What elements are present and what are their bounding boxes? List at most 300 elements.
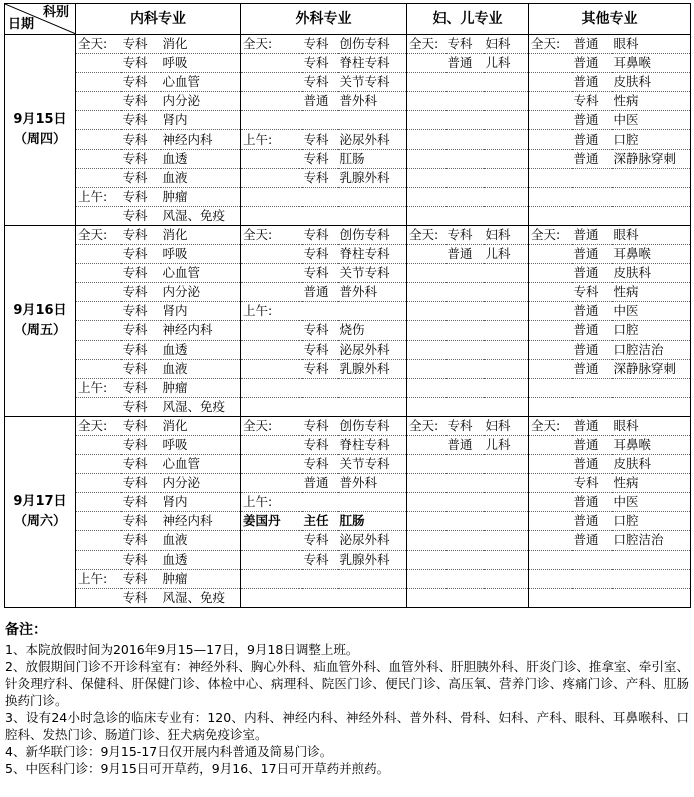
schedule-cell: 创伤专科	[338, 225, 407, 244]
schedule-cell	[241, 187, 299, 206]
schedule-cell: 专科	[302, 359, 338, 378]
schedule-cell: 专科	[302, 264, 338, 283]
schedule-cell	[612, 206, 691, 225]
schedule-cell: 心血管	[161, 264, 241, 283]
table-row	[5, 397, 691, 416]
schedule-cell	[446, 130, 484, 149]
schedule-cell	[529, 245, 572, 264]
table-row	[5, 149, 691, 168]
date-label: 9月15日	[13, 111, 67, 127]
schedule-cell: 血透	[161, 340, 241, 359]
schedule-cell	[76, 73, 121, 92]
schedule-cell	[484, 550, 529, 569]
note-item: 1、本院放假时间为2016年9月15—17日，9月18日调整上班。	[5, 641, 359, 657]
schedule-cell: 眼科	[612, 225, 691, 244]
schedule-cell: 上午:	[241, 493, 299, 512]
schedule-cell	[241, 435, 299, 454]
schedule-cell: 全天:	[76, 35, 121, 54]
schedule-cell	[446, 111, 484, 130]
schedule-cell	[407, 149, 446, 168]
schedule-cell	[572, 569, 612, 588]
schedule-cell: 上午:	[76, 378, 121, 397]
schedule-cell	[484, 168, 529, 187]
schedule-cell	[76, 588, 121, 607]
note-item: 5、中医科门诊：9月15日可开草药，9月16、17日可开草药并煎药。	[5, 760, 390, 776]
schedule-cell	[529, 340, 572, 359]
schedule-cell	[241, 397, 299, 416]
schedule-cell	[241, 54, 299, 73]
schedule-cell: 皮肤科	[612, 455, 691, 474]
schedule-cell: 普通	[446, 54, 484, 73]
table-row	[5, 245, 691, 264]
schedule-cell	[338, 588, 407, 607]
table-row	[5, 264, 691, 283]
schedule-cell: 皮肤科	[612, 73, 691, 92]
schedule-cell: 专科	[302, 149, 338, 168]
schedule-cell	[446, 92, 484, 111]
schedule-cell	[446, 73, 484, 92]
schedule-cell: 普通	[302, 283, 338, 302]
schedule-cell	[529, 283, 572, 302]
schedule-cell: 专科	[121, 359, 161, 378]
schedule-cell: 口腔洁治	[612, 340, 691, 359]
corner-top-label: 科别	[42, 5, 69, 20]
schedule-cell: 普通	[572, 73, 612, 92]
schedule-cell: 专科	[121, 35, 161, 54]
schedule-cell: 专科	[121, 73, 161, 92]
schedule-cell: 专科	[121, 531, 161, 550]
schedule-cell: 主任	[302, 512, 338, 531]
schedule-cell: 普外科	[338, 474, 407, 493]
schedule-cell	[241, 264, 299, 283]
schedule-cell	[302, 493, 338, 512]
schedule-cell: 肿瘤	[161, 187, 241, 206]
schedule-cell: 风湿、免疫	[161, 588, 241, 607]
schedule-cell: 普通	[302, 474, 338, 493]
schedule-cell: 普通	[572, 35, 612, 54]
schedule-cell: 上午:	[241, 302, 299, 321]
schedule-cell	[338, 569, 407, 588]
schedule-cell	[76, 550, 121, 569]
schedule-cell: 肿瘤	[161, 378, 241, 397]
schedule-cell: 儿科	[484, 245, 529, 264]
schedule-cell: 专科	[302, 130, 338, 149]
schedule-cell	[484, 455, 529, 474]
schedule-cell: 性病	[612, 92, 691, 111]
schedule-cell: 全天:	[529, 416, 572, 435]
schedule-cell: 妇科	[484, 416, 529, 435]
schedule-cell	[484, 111, 529, 130]
schedule-cell: 专科	[302, 435, 338, 454]
schedule-cell: 肛肠	[338, 149, 407, 168]
schedule-cell: 全天:	[241, 35, 299, 54]
schedule-cell: 全天:	[407, 416, 446, 435]
table-row	[5, 321, 691, 340]
schedule-cell	[302, 302, 338, 321]
schedule-cell: 耳鼻喉	[612, 435, 691, 454]
schedule-cell	[407, 73, 446, 92]
schedule-cell	[446, 359, 484, 378]
schedule-cell	[484, 359, 529, 378]
schedule-cell: 专科	[302, 340, 338, 359]
schedule-cell: 普外科	[338, 283, 407, 302]
schedule-cell	[572, 187, 612, 206]
schedule-cell	[484, 302, 529, 321]
weekday-label: （周五）	[13, 322, 66, 338]
schedule-cell	[484, 493, 529, 512]
schedule-cell	[241, 149, 299, 168]
schedule-cell: 脊柱专科	[338, 245, 407, 264]
schedule-cell: 消化	[161, 225, 241, 244]
schedule-cell: 普通	[572, 512, 612, 531]
schedule-cell	[241, 168, 299, 187]
schedule-cell	[484, 283, 529, 302]
schedule-cell: 内分泌	[161, 283, 241, 302]
column-header: 内科专业	[76, 4, 241, 35]
schedule-cell: 普通	[302, 92, 338, 111]
schedule-cell	[529, 474, 572, 493]
schedule-cell	[446, 588, 484, 607]
schedule-cell	[241, 455, 299, 474]
schedule-cell	[407, 435, 446, 454]
schedule-cell	[612, 397, 691, 416]
schedule-cell: 专科	[121, 225, 161, 244]
schedule-cell: 内分泌	[161, 474, 241, 493]
schedule-cell: 深静脉穿刺	[612, 149, 691, 168]
table-row	[5, 111, 691, 130]
note-item: 4、新华联门诊：9月15-17日仅开展内科普通及简易门诊。	[5, 743, 333, 759]
table-row	[5, 531, 691, 550]
schedule-cell	[76, 149, 121, 168]
schedule-cell	[446, 302, 484, 321]
schedule-cell	[484, 149, 529, 168]
table-row	[5, 435, 691, 454]
schedule-cell: 眼科	[612, 35, 691, 54]
schedule-cell: 神经内科	[161, 130, 241, 149]
schedule-cell: 专科	[572, 92, 612, 111]
schedule-cell: 专科	[121, 187, 161, 206]
schedule-cell: 血透	[161, 149, 241, 168]
schedule-cell	[572, 397, 612, 416]
schedule-cell: 肛肠	[338, 512, 407, 531]
table-row	[5, 168, 691, 187]
schedule-cell: 专科	[302, 321, 338, 340]
schedule-cell	[484, 569, 529, 588]
schedule-cell	[529, 111, 572, 130]
schedule-cell: 脊柱专科	[338, 54, 407, 73]
schedule-cell	[446, 569, 484, 588]
schedule-cell	[484, 206, 529, 225]
schedule-cell	[76, 130, 121, 149]
table-row	[5, 35, 691, 54]
schedule-cell	[446, 550, 484, 569]
schedule-cell: 专科	[121, 245, 161, 264]
table-row	[5, 512, 691, 531]
schedule-cell	[446, 493, 484, 512]
schedule-cell: 专科	[121, 569, 161, 588]
schedule-cell	[446, 206, 484, 225]
schedule-cell	[529, 359, 572, 378]
schedule-cell	[484, 130, 529, 149]
table-row	[5, 550, 691, 569]
schedule-cell: 专科	[121, 455, 161, 474]
schedule-cell: 专科	[302, 35, 338, 54]
schedule-cell: 中医	[612, 111, 691, 130]
table-row	[5, 92, 691, 111]
schedule-cell: 神经内科	[161, 321, 241, 340]
schedule-cell: 专科	[121, 588, 161, 607]
schedule-cell: 眼科	[612, 416, 691, 435]
schedule-cell	[484, 397, 529, 416]
schedule-cell	[529, 512, 572, 531]
schedule-cell	[529, 378, 572, 397]
schedule-cell	[612, 550, 691, 569]
schedule-cell: 专科	[302, 73, 338, 92]
corner-bottom-label: 日期	[8, 17, 35, 32]
schedule-cell: 专科	[121, 283, 161, 302]
schedule-cell	[407, 474, 446, 493]
schedule-body	[5, 35, 691, 608]
table-row	[5, 569, 691, 588]
weekday-label: （周四）	[13, 131, 66, 147]
schedule-cell: 口腔	[612, 321, 691, 340]
schedule-cell: 全天:	[76, 416, 121, 435]
schedule-cell	[302, 397, 338, 416]
schedule-cell	[407, 512, 446, 531]
schedule-cell	[302, 206, 338, 225]
schedule-cell	[572, 550, 612, 569]
schedule-cell	[484, 264, 529, 283]
schedule-cell	[76, 264, 121, 283]
schedule-cell	[484, 187, 529, 206]
schedule-cell: 普通	[446, 245, 484, 264]
notes-section	[4, 622, 689, 777]
table-row	[5, 283, 691, 302]
schedule-cell	[529, 149, 572, 168]
schedule-cell: 肿瘤	[161, 569, 241, 588]
schedule-cell: 普通	[572, 416, 612, 435]
schedule-cell: 深静脉穿刺	[612, 359, 691, 378]
schedule-cell: 专科	[121, 54, 161, 73]
schedule-cell: 上午:	[76, 187, 121, 206]
schedule-cell: 全天:	[407, 35, 446, 54]
schedule-cell: 普通	[572, 321, 612, 340]
schedule-cell	[407, 264, 446, 283]
schedule-cell: 专科	[121, 111, 161, 130]
schedule-cell: 专科	[121, 397, 161, 416]
schedule-cell: 普通	[572, 225, 612, 244]
schedule-cell: 专科	[121, 474, 161, 493]
schedule-cell	[76, 531, 121, 550]
schedule-cell: 心血管	[161, 73, 241, 92]
table-row	[5, 455, 691, 474]
schedule-cell: 普通	[572, 359, 612, 378]
schedule-cell	[241, 569, 299, 588]
schedule-cell: 专科	[121, 340, 161, 359]
schedule-cell: 泌尿外科	[338, 340, 407, 359]
schedule-cell: 乳腺外科	[338, 550, 407, 569]
schedule-cell	[529, 321, 572, 340]
schedule-cell	[529, 92, 572, 111]
schedule-cell: 风湿、免疫	[161, 397, 241, 416]
schedule-cell: 呼吸	[161, 245, 241, 264]
schedule-cell	[612, 187, 691, 206]
schedule-cell	[241, 283, 299, 302]
schedule-cell: 神经内科	[161, 512, 241, 531]
schedule-cell	[484, 378, 529, 397]
schedule-cell: 肾内	[161, 493, 241, 512]
schedule-cell	[529, 588, 572, 607]
schedule-cell	[446, 264, 484, 283]
schedule-cell: 关节专科	[338, 73, 407, 92]
column-header: 其他专业	[529, 4, 691, 35]
schedule-cell: 烧伤	[338, 321, 407, 340]
table-row	[5, 493, 691, 512]
schedule-cell	[76, 512, 121, 531]
schedule-cell	[529, 206, 572, 225]
table-row	[5, 73, 691, 92]
schedule-cell	[76, 283, 121, 302]
schedule-cell	[76, 206, 121, 225]
schedule-cell: 血透	[161, 550, 241, 569]
schedule-cell	[407, 206, 446, 225]
schedule-cell	[76, 168, 121, 187]
schedule-cell	[529, 531, 572, 550]
schedule-cell: 专科	[302, 550, 338, 569]
schedule-cell	[446, 531, 484, 550]
table-row	[5, 225, 691, 244]
schedule-cell	[612, 168, 691, 187]
schedule-cell	[407, 397, 446, 416]
schedule-cell: 泌尿外科	[338, 130, 407, 149]
schedule-cell: 专科	[121, 512, 161, 531]
schedule-cell	[241, 92, 299, 111]
weekday-label: （周六）	[13, 513, 66, 529]
schedule-cell: 专科	[121, 168, 161, 187]
schedule-cell	[76, 455, 121, 474]
schedule-cell: 专科	[121, 130, 161, 149]
schedule-cell	[407, 359, 446, 378]
schedule-cell: 姜国丹	[241, 512, 299, 531]
schedule-cell: 风湿、免疫	[161, 206, 241, 225]
schedule-cell	[338, 206, 407, 225]
schedule-cell	[446, 340, 484, 359]
schedule-cell: 普外科	[338, 92, 407, 111]
note-item: 2、放假期间门诊不开诊科室有：神经外科、胸心外科、疝血管外科、血管外科、肝胆胰外科、肝炎门诊、推拿室、牵引室、针灸理疗科、保健科、肝保健门诊、体检中心、病理科、院医门诊、便民门诊、高压氧、营养门诊、疼痛门诊、产科、肛肠换药门诊。	[5, 658, 689, 708]
schedule-cell	[529, 397, 572, 416]
schedule-cell	[302, 588, 338, 607]
schedule-cell: 内分泌	[161, 92, 241, 111]
schedule-cell	[302, 569, 338, 588]
schedule-cell: 乳腺外科	[338, 359, 407, 378]
schedule-cell: 专科	[121, 149, 161, 168]
schedule-cell	[612, 588, 691, 607]
schedule-cell	[407, 569, 446, 588]
schedule-cell	[407, 531, 446, 550]
schedule-cell: 皮肤科	[612, 264, 691, 283]
schedule-cell	[484, 340, 529, 359]
schedule-cell: 口腔洁治	[612, 531, 691, 550]
schedule-cell: 普通	[572, 264, 612, 283]
schedule-cell	[241, 321, 299, 340]
schedule-cell	[446, 283, 484, 302]
date-label: 9月16日	[13, 302, 67, 318]
schedule-cell: 妇科	[484, 35, 529, 54]
schedule-page	[4, 3, 690, 777]
schedule-cell	[76, 359, 121, 378]
schedule-cell: 普通	[572, 455, 612, 474]
schedule-cell: 普通	[572, 149, 612, 168]
schedule-cell: 儿科	[484, 435, 529, 454]
notes-title: 备注：	[5, 621, 47, 638]
schedule-cell	[446, 455, 484, 474]
schedule-cell	[612, 569, 691, 588]
schedule-cell: 上午:	[241, 130, 299, 149]
schedule-cell	[484, 512, 529, 531]
schedule-cell: 普通	[446, 435, 484, 454]
schedule-cell: 创伤专科	[338, 35, 407, 54]
schedule-cell	[241, 206, 299, 225]
schedule-cell	[446, 321, 484, 340]
schedule-cell: 消化	[161, 416, 241, 435]
schedule-cell: 普通	[572, 111, 612, 130]
schedule-cell: 专科	[572, 474, 612, 493]
table-row	[5, 588, 691, 607]
schedule-cell	[338, 378, 407, 397]
table-row	[5, 206, 691, 225]
schedule-cell	[446, 187, 484, 206]
schedule-cell: 专科	[121, 302, 161, 321]
schedule-cell	[302, 378, 338, 397]
schedule-cell: 心血管	[161, 455, 241, 474]
schedule-cell: 专科	[302, 455, 338, 474]
schedule-cell: 上午:	[76, 569, 121, 588]
table-row	[5, 302, 691, 321]
schedule-cell	[407, 283, 446, 302]
schedule-cell: 专科	[121, 264, 161, 283]
schedule-cell: 专科	[446, 35, 484, 54]
date-cell	[5, 225, 76, 416]
schedule-cell	[529, 187, 572, 206]
schedule-cell	[529, 264, 572, 283]
schedule-cell: 全天:	[529, 35, 572, 54]
schedule-cell: 中医	[612, 493, 691, 512]
schedule-cell	[484, 92, 529, 111]
column-header: 外科专业	[241, 4, 407, 35]
schedule-cell: 全天:	[407, 225, 446, 244]
schedule-cell	[529, 54, 572, 73]
schedule-cell: 呼吸	[161, 435, 241, 454]
date-cell	[5, 35, 76, 226]
schedule-cell	[76, 54, 121, 73]
schedule-cell: 全天:	[241, 416, 299, 435]
schedule-cell	[529, 302, 572, 321]
schedule-cell	[446, 378, 484, 397]
schedule-cell	[76, 474, 121, 493]
schedule-cell: 口腔	[612, 512, 691, 531]
schedule-cell	[76, 245, 121, 264]
schedule-cell: 血液	[161, 531, 241, 550]
schedule-cell: 口腔	[612, 130, 691, 149]
schedule-cell	[302, 187, 338, 206]
schedule-cell: 普通	[572, 130, 612, 149]
schedule-cell	[407, 168, 446, 187]
schedule-cell: 普通	[572, 493, 612, 512]
schedule-cell	[484, 474, 529, 493]
table-row	[5, 416, 691, 435]
table-row	[5, 359, 691, 378]
schedule-cell	[407, 550, 446, 569]
